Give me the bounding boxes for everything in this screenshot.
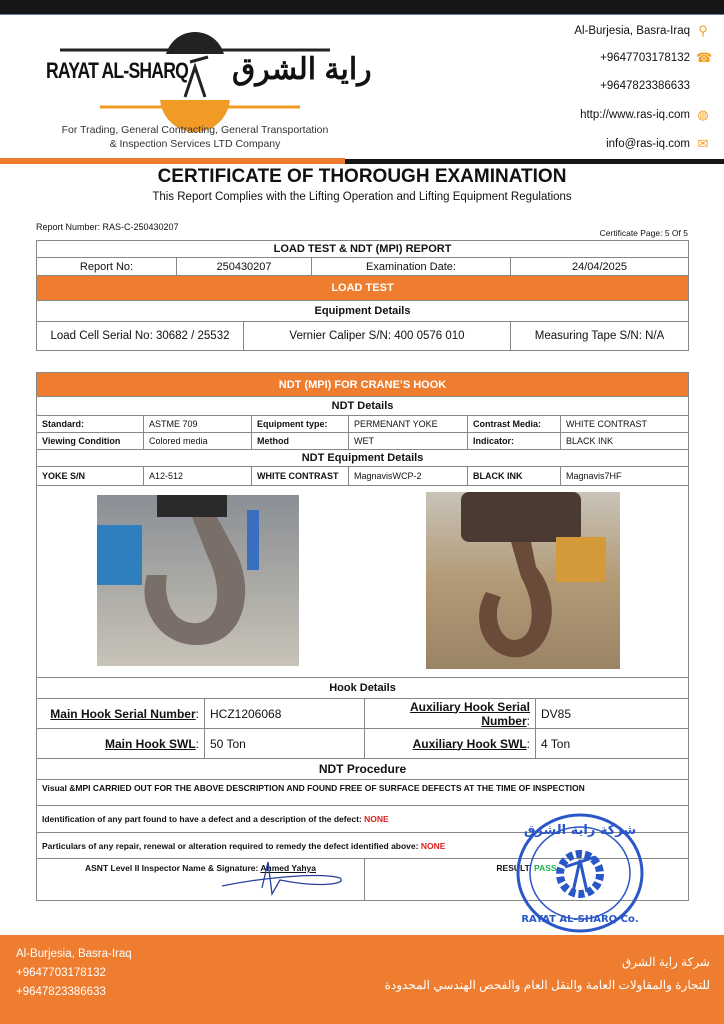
inspector-name: Ahmed Yahya (260, 863, 316, 873)
repair-label: Particulars of any repair, renewal or alteration required to remedy the defect identified above: (42, 840, 421, 851)
load-test-header: LOAD TEST (37, 276, 689, 301)
vernier-caliper-serial: Vernier Caliper S/N: 400 0576 010 (244, 322, 511, 351)
ndt-details-heading: NDT Details (37, 397, 689, 416)
report-no-label: Report No: (37, 258, 177, 276)
envelope-icon: ✉ (697, 136, 709, 151)
address-text: Al-Burjesia, Basra-Iraq (574, 25, 690, 37)
ndt-header: NDT (MPI) FOR CRANE’S HOOK (37, 373, 689, 397)
footer-description-ar: للتجارة والمقاولات العامة والنقل العام والفحص الهندسي المحدودة (384, 978, 710, 992)
footer-company-ar: شركة راية الشرق (621, 955, 710, 969)
measuring-tape-serial: Measuring Tape S/N: N/A (511, 322, 689, 351)
page-subtitle: This Report Complies with the Lifting Operation and Lifting Equipment Regulations (152, 191, 572, 203)
load-test-table (36, 240, 689, 351)
brand-name-ar: راية الشرق (232, 53, 372, 86)
report-no: 250430207 (177, 258, 312, 276)
certificate-page: Certificate Page: 5 Of 5 (599, 228, 688, 238)
hook-photo-2 (426, 492, 620, 669)
equipment-type-label: Equipment type: (252, 416, 349, 433)
standard-value: ASTME 709 (144, 416, 252, 433)
exam-date-label: Examination Date: (312, 258, 511, 276)
main-hook-swl-value: 50 Ton (205, 729, 365, 759)
footer-phone-1: +9647703178132 (16, 967, 106, 979)
ndt-equipment-heading: NDT Equipment Details (37, 450, 689, 467)
contact-address (574, 24, 710, 38)
tagline-line-1: For Trading, General Contracting, General Transportation (61, 124, 329, 136)
main-hook-serial-value: HCZ1206068 (205, 699, 365, 729)
contact-email[interactable] (606, 137, 710, 151)
hook-photo-1 (97, 495, 299, 666)
top-bar (0, 0, 724, 15)
yoke-sn-label: YOKE S/N (37, 467, 144, 486)
indicator-value: BLACK INK (561, 433, 689, 450)
phone-text: +9647823386633 (600, 80, 690, 92)
aux-hook-serial-value: DV85 (536, 699, 689, 729)
black-ink-value: Magnavis7HF (561, 467, 689, 486)
footer-address: Al-Burjesia, Basra-Iraq (16, 948, 132, 960)
hook-table: Hook Details Main Hook Serial Number: HCZ1206068 Auxiliary Hook Serial Number: DV85 Main Hook SWL: 50 Ton Auxiliary Hook SWL: 4 Ton NDT Procedure Visual &MPI CARRIED OUT FOR THE ABOVE DESCRIPTION AND FOUND FREE OF SURFACE DEFECTS AT THE TIME OF INSPECTION Identification of any part found to have a defect and a description of the defect: NONE Particulars of any repair, renewal or alteration required to remedy the defect identified above: NONE ASNT Level II Inspector Name & Signature: Ahmed Yahya RESULT: PASS (36, 677, 689, 901)
result-value: PASS (534, 863, 557, 873)
email-link[interactable]: info@ras-iq.com (606, 138, 690, 150)
svg-text:RAYAT AL-SHARQ Co.: RAYAT AL-SHARQ Co. (521, 914, 639, 925)
black-ink-label: BLACK INK (468, 467, 561, 486)
method-value: WET (349, 433, 468, 450)
aux-hook-swl-value: 4 Ton (536, 729, 689, 759)
contact-phone-1 (600, 50, 713, 65)
identification-label: Identification of any part found to have a defect and a description of the defect: (42, 814, 365, 824)
contrast-media-value: WHITE CONTRAST (561, 416, 689, 433)
svg-text:شركة راية الشرق: شركة راية الشرق (523, 823, 637, 838)
visual-statement: Visual &MPI CARRIED OUT FOR THE ABOVE DESCRIPTION AND FOUND FREE OF SURFACE DEFECTS AT THE TIME OF INSPECTION (37, 780, 689, 806)
indicator-label: Indicator: (468, 433, 561, 450)
viewing-condition-label: Viewing Condition (37, 433, 144, 450)
repair-value: NONE (420, 840, 446, 851)
inspector-label: ASNT Level II Inspector Name & Signature: (85, 863, 261, 873)
white-contrast-label: WHITE CONTRAST (252, 467, 349, 486)
standard-label: Standard: (37, 416, 144, 433)
main-hook-swl-label: Main Hook SWL (104, 736, 196, 751)
report-number: Report Number: RAS-C-250430207 (36, 222, 179, 232)
identification-value: NONE (364, 814, 389, 824)
equipment-type-value: PERMENANT YOKE (349, 416, 468, 433)
aux-hook-serial-label: Auxiliary Hook Serial Number (409, 699, 530, 728)
contact-website[interactable] (580, 108, 710, 122)
viewing-condition-value: Colored media (144, 433, 252, 450)
phone-text: +9647703178132 (600, 52, 690, 64)
hook-details-heading: Hook Details (37, 678, 689, 699)
brand-name-en: RAYAT AL-SHARQ (46, 58, 189, 83)
method-label: Method (252, 433, 349, 450)
inspector-signature (220, 858, 350, 898)
contrast-media-label: Contrast Media: (468, 416, 561, 433)
yoke-sn-value: A12-512 (144, 467, 252, 486)
white-contrast-value: MagnavisWCP-2 (349, 467, 468, 486)
main-hook-serial-label: Main Hook Serial Number (50, 706, 196, 721)
report-title: LOAD TEST & NDT (MPI) REPORT (37, 241, 689, 258)
ndt-procedure-heading: NDT Procedure (37, 759, 689, 780)
tagline-line-2: & Inspection Services LTD Company (109, 138, 281, 150)
phone-icon: ☎ (696, 50, 713, 65)
divider-black (345, 159, 724, 164)
result-label: RESULT: (496, 863, 535, 873)
company-stamp (515, 812, 645, 934)
page-title: CERTIFICATE OF THOROUGH EXAMINATION (157, 166, 567, 187)
globe-icon: ◍ (697, 107, 709, 122)
equipment-details-heading: Equipment Details (37, 301, 689, 322)
footer-phone-2: +9647823386633 (16, 986, 106, 998)
load-cell-serial: Load Cell Serial No: 30682 / 25532 (37, 322, 244, 351)
website-link[interactable]: http://www.ras-iq.com (580, 109, 690, 121)
footer (0, 935, 724, 1024)
aux-hook-swl-label: Auxiliary Hook SWL (412, 736, 527, 751)
location-pin-icon: ⚲ (698, 23, 708, 38)
contact-phone-2 (600, 80, 690, 92)
tagline (30, 123, 360, 151)
divider-orange (0, 158, 345, 164)
exam-date: 24/04/2025 (511, 258, 689, 276)
